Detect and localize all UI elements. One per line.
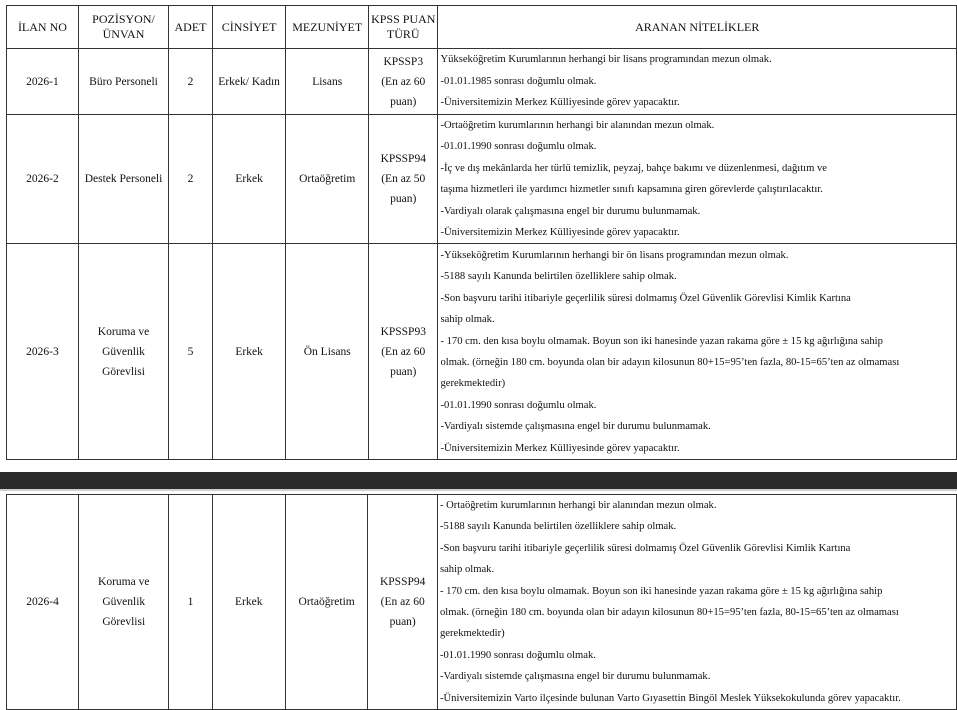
ilan-no-cell: 2026-2 (7, 115, 79, 244)
header-pozisyon-line: ÜNVAN (102, 27, 145, 41)
adet-cell: 2 (169, 115, 213, 244)
pozisyon-cell (79, 495, 169, 710)
nitelik-line: taşıma hizmetleri ile yardımcı hizmetler sınıfı kapsamına giren görevlerde çalıştırılacaktır. (440, 184, 823, 196)
header-pozisyon (78, 6, 168, 49)
ilan-table-page-1 (6, 5, 957, 460)
mezuniyet-cell: Ortaöğretim (285, 495, 368, 710)
table-row (7, 495, 957, 710)
nitelik-line: Yükseköğretim Kurumlarının herhangi bir lisans programından mezun olmak. (440, 54, 772, 66)
kpss-line: puan) (390, 95, 417, 108)
table-row (7, 244, 957, 460)
cinsiyet-cell: Erkek/ Kadın (212, 49, 286, 115)
nitelik-line: -Ortaöğretim kurumlarının herhangi bir alanından mezun olmak. (440, 120, 715, 131)
nitelik-line: -Son başvuru tarihi itibariyle geçerlilik süresi dolmamış Özel Güvenlik Görevlisi Kimlik Kartına (439, 542, 851, 554)
header-adet: ADET (169, 6, 213, 49)
adet-cell: 2 (169, 49, 213, 115)
pozisyon-line: Destek Personeli (84, 173, 163, 186)
kpss-line: (En az 50 (381, 173, 426, 186)
nitelik-line: -01.01.1990 sonrası doğumlu olmak. (440, 399, 597, 411)
adet-cell: 5 (169, 244, 213, 460)
nitelik-line: -Üniversitemizin Varto ilçesinde bulunan Varto Gıyasettin Bingöl Meslek Yüksekokulunda görev yapacaktır. (439, 692, 901, 704)
header-ilan-no: İLAN NO (7, 6, 79, 49)
nitelik-line: sahip olmak. (440, 314, 495, 326)
mezuniyet-cell: Ortaöğretim (286, 115, 369, 244)
pozisyon-cell (78, 244, 168, 460)
nitelik-line: olmak. (örneğin 180 cm. boyunda olan bir adayın kilosunun 80+15=95’ten fazla, 80-15=65’ten az olmaması (439, 607, 899, 619)
nitelik-line: -01.01.1990 sonrası doğumlu olmak. (440, 141, 597, 153)
pozisyon-line: Görevlisi (102, 365, 145, 378)
pozisyon-line: Güvenlik (102, 345, 145, 358)
kpss-line: (En az 60 (380, 596, 425, 609)
kpss-line: puan) (390, 193, 417, 206)
nitelikler-cell (438, 244, 957, 460)
pozisyon-cell (78, 49, 168, 115)
kpss-cell (368, 495, 438, 710)
pozisyon-line: Görevlisi (102, 616, 146, 629)
pozisyon-line: Koruma ve (97, 325, 150, 338)
kpss-cell (369, 49, 438, 115)
header-kpss-line: TÜRÜ (386, 27, 420, 41)
pozisyon-line: Güvenlik (102, 596, 146, 609)
nitelik-line: - 170 cm. den kısa boylu olmamak. Boyun son iki hanesinde yazan rakama göre ± 15 kg ağırlığına sahip (440, 335, 883, 347)
mezuniyet-cell: Ön Lisans (286, 244, 369, 460)
nitelik-line: gerekmektedir) (440, 378, 506, 390)
pozisyon-cell (78, 115, 168, 244)
kpss-cell (369, 244, 438, 460)
nitelik-line: - Ortaöğretim kurumlarının herhangi bir alanından mezun olmak. (439, 500, 717, 511)
kpss-line: KPSSP3 (383, 55, 424, 68)
table-body (7, 495, 957, 710)
kpss-line: (En az 60 (381, 345, 426, 358)
nitelikler-cell (437, 495, 956, 710)
cinsiyet-cell: Erkek (212, 115, 286, 244)
pozisyon-line: Büro Personeli (89, 75, 158, 88)
nitelik-line: -Vardiyalı sistemde çalışmasına engel bir durumu bulunmamak. (440, 421, 711, 433)
ilan-no-cell: 2026-3 (7, 244, 79, 460)
cinsiyet-cell: Erkek (212, 244, 286, 460)
nitelik-line: -Vardiyalı olarak çalışmasına engel bir durumu bulunmamak. (440, 205, 701, 217)
header-cinsiyet: CİNSİYET (212, 6, 286, 49)
nitelik-line: -5188 sayılı Kanunda belirtilen özelliklere sahip olmak. (439, 521, 677, 533)
kpss-line: (En az 60 (381, 75, 426, 88)
kpss-line: puan) (389, 616, 416, 629)
table-body (7, 49, 957, 460)
nitelik-line: -5188 sayılı Kanunda belirtilen özelliklere sahip olmak. (440, 271, 677, 283)
nitelik-line: gerekmektedir) (439, 628, 505, 640)
nitelikler-cell (438, 115, 957, 244)
nitelik-line: -01.01.1990 sonrası doğumlu olmak. (439, 649, 596, 661)
kpss-cell (369, 115, 438, 244)
kpss-line: puan) (390, 365, 417, 378)
ilan-table-page-2 (6, 494, 957, 710)
nitelik-line: -Son başvuru tarihi itibariyle geçerlilik süresi dolmamış Özel Güvenlik Görevlisi Kimlik Kartına (440, 292, 851, 304)
table-row (7, 49, 957, 115)
nitelik-line: -İç ve dış mekânlarda her türlü temizlik, peyzaj, bahçe bakımı ve düzenlenmesi, dağıtım ve (440, 162, 827, 174)
ilan-no-cell: 2026-4 (7, 495, 79, 710)
page-separator (0, 472, 957, 489)
nitelik-line: -Üniversitemizin Merkez Külliyesinde görev yapacaktır. (440, 227, 680, 239)
header-nitelikler: ARANAN NİTELİKLER (438, 6, 957, 49)
header-row (7, 6, 957, 49)
kpss-line: KPSSP94 (379, 576, 426, 589)
nitelik-line: -Üniversitemizin Merkez Külliyesinde görev yapacaktır. (440, 97, 680, 109)
nitelik-line: olmak. (örneğin 180 cm. boyunda olan bir adayın kilosunun 80+15=95’ten fazla, 80-15=65’ten az olmaması (440, 356, 900, 368)
header-kpss-line: KPSS PUAN (371, 12, 436, 26)
pozisyon-line: Koruma ve (98, 576, 150, 589)
kpss-line: KPSSP94 (380, 153, 426, 166)
nitelik-line: -01.01.1985 sonrası doğumlu olmak. (440, 75, 597, 87)
header-mezuniyet: MEZUNİYET (286, 6, 369, 49)
kpss-line: KPSSP93 (380, 325, 426, 338)
table-row (7, 115, 957, 244)
nitelik-line: -Üniversitemizin Merkez Külliyesinde görev yapacaktır. (440, 442, 680, 454)
ilan-no-cell: 2026-1 (7, 49, 79, 115)
cinsiyet-cell: Erkek (212, 495, 285, 710)
header-pozisyon-line: POZİSYON/ (92, 12, 155, 26)
mezuniyet-cell: Lisans (286, 49, 369, 115)
page-separator-edge (0, 489, 957, 491)
nitelik-line: sahip olmak. (439, 564, 495, 576)
nitelik-line: - 170 cm. den kısa boylu olmamak. Boyun son iki hanesinde yazan rakama göre ± 15 kg ağırlığına sahip (439, 585, 883, 597)
nitelik-line: -Yükseköğretim Kurumlarının herhangi bir ön lisans programından mezun olmak. (440, 249, 789, 261)
nitelik-line: -Vardiyalı sistemde çalışmasına engel bir durumu bulunmamak. (439, 671, 711, 683)
header-kpss (369, 6, 438, 49)
nitelikler-cell (438, 49, 957, 115)
adet-cell: 1 (169, 495, 212, 710)
